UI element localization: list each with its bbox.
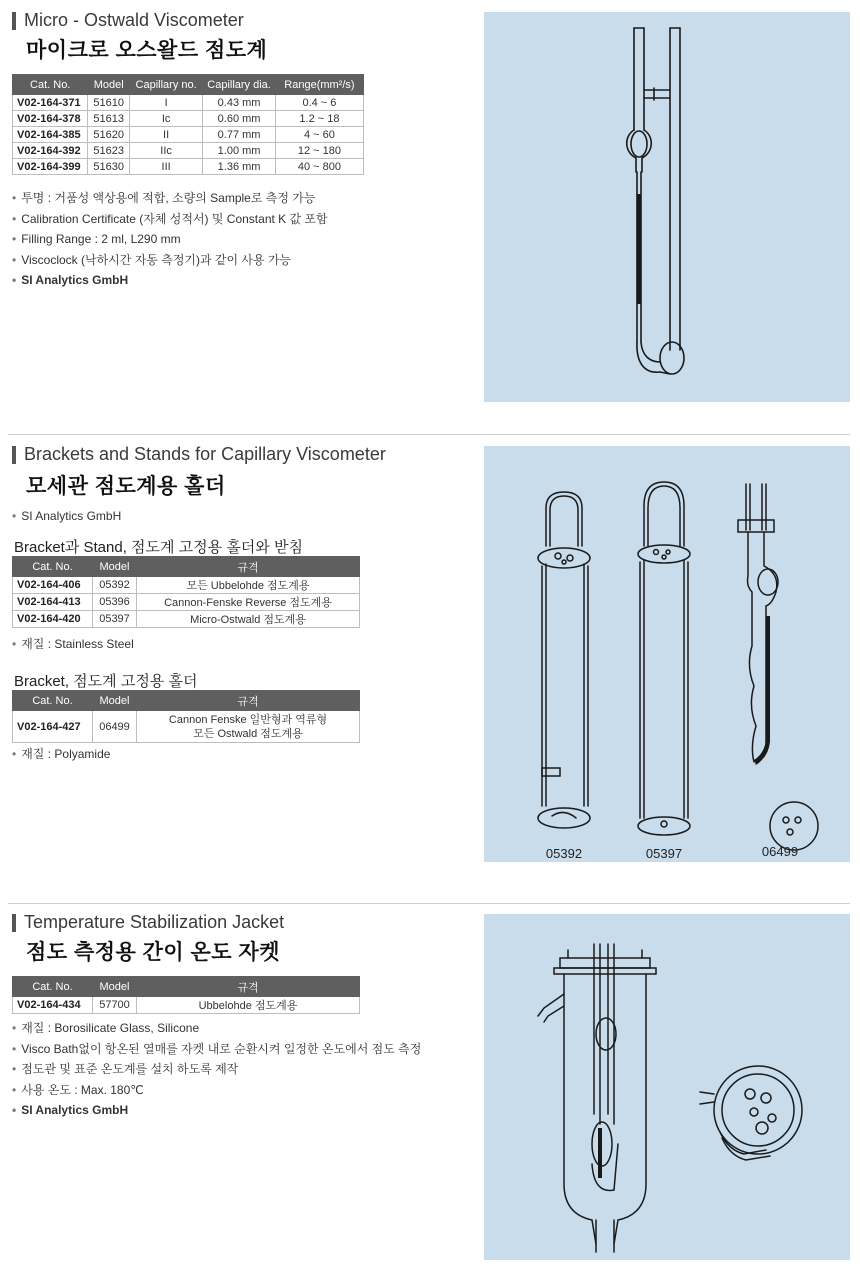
spec-table-bracket-stand — [12, 556, 360, 628]
cell-model: 51623 — [88, 143, 130, 159]
jacket-body-right — [614, 974, 646, 1244]
manufacturer-item: • SI Analytics GmbH — [12, 506, 121, 527]
section-title-ko: 모세관 점도계용 홀더 — [26, 475, 226, 498]
material-note-list — [12, 744, 110, 765]
list-item: • 재질 : Borosilicate Glass, Silicone — [12, 1018, 421, 1039]
stand-05397-top-plate — [638, 545, 690, 563]
cell-cat-no: V02-164-378 — [13, 111, 88, 127]
table-row — [13, 997, 360, 1014]
section-micro-ostwald — [0, 0, 860, 420]
stand-05397-loop — [644, 482, 684, 546]
table-header-row — [13, 75, 364, 95]
cell-capillary-dia: 0.77 mm — [203, 127, 276, 143]
spec-table-micro-ostwald — [12, 74, 364, 175]
jacket-body-left — [564, 974, 596, 1244]
cell-cat-no: V02-164-427 — [13, 711, 93, 743]
product-image-panel — [484, 914, 850, 1260]
cell-range: 0.4 ~ 6 — [275, 95, 363, 111]
cell-cat-no: V02-164-392 — [13, 143, 88, 159]
table-header-row — [13, 557, 360, 577]
cell-range: 12 ~ 180 — [275, 143, 363, 159]
manufacturer-list — [12, 506, 121, 527]
section-temperature-jacket — [0, 900, 860, 1268]
feature-list — [12, 188, 328, 291]
list-item: • Filling Range : 2 ml, L290 mm — [12, 229, 328, 250]
stand-05397-base — [638, 817, 690, 835]
cell-model: 05396 — [93, 594, 137, 611]
subsection-title-bracket: Bracket, 점도계 고정용 홀더 — [14, 673, 198, 690]
col-spec: 규격 — [137, 691, 360, 711]
label-06499: 06499 — [761, 844, 799, 859]
col-cat-no: Cat. No. — [13, 977, 93, 997]
cell-model: 05397 — [93, 611, 137, 628]
manufacturer-item: • SI Analytics GmbH — [12, 270, 328, 291]
spec-line: 모든 Ostwald 점도계용 — [193, 727, 303, 740]
table-row — [13, 577, 360, 594]
col-model: Model — [88, 75, 130, 95]
list-item: • 재질 : Polyamide — [12, 744, 110, 765]
col-model: Model — [93, 977, 137, 997]
col-capillary-dia: Capillary dia. — [203, 75, 276, 95]
brackets-stands-illustration — [484, 446, 850, 862]
cell-spec: Cannon-Fenske Reverse 점도계용 — [137, 594, 360, 611]
section-title-en — [12, 912, 284, 933]
temperature-jacket-illustration — [484, 914, 850, 1260]
cell-model: 51610 — [88, 95, 130, 111]
col-model: Model — [93, 691, 137, 711]
table-row — [13, 127, 364, 143]
jacket-inlet — [538, 994, 564, 1016]
table-row — [13, 111, 364, 127]
list-item: • 점도관 및 표준 온도계를 설치 하도록 제작 — [12, 1059, 421, 1080]
list-item: • Visco Bath없이 항온된 열매를 자켓 내로 순환시켜 일정한 온도에서 점도 측정 — [12, 1039, 421, 1060]
cell-spec — [137, 711, 360, 743]
subsection-title-bracket-stand: Bracket과 Stand, 점도계 고정용 홀더와 받침 — [14, 539, 303, 556]
col-spec: 규격 — [137, 977, 360, 997]
holder-06499-clamp — [738, 520, 774, 532]
spec-table-bracket — [12, 690, 360, 743]
list-item: • Calibration Certificate (자체 성적서) 및 Constant K 값 포함 — [12, 209, 328, 230]
cell-cat-no: V02-164-399 — [13, 159, 88, 175]
cell-capillary-no: Ic — [129, 111, 202, 127]
title-en-text: Temperature Stabilization Jacket — [24, 912, 285, 932]
bracket-05392-loop — [546, 492, 582, 546]
cell-capillary-no: IIc — [129, 143, 202, 159]
section-brackets-stands — [0, 430, 860, 870]
list-item: • Viscoclock (낙하시간 자동 측정기)과 같이 사용 가능 — [12, 250, 328, 271]
cell-model: 06499 — [93, 711, 137, 743]
col-cat-no: Cat. No. — [13, 75, 88, 95]
col-spec: 규격 — [137, 557, 360, 577]
col-range: Range(mm²/s) — [275, 75, 363, 95]
title-en-text: Brackets and Stands for Capillary Viscometer — [24, 444, 386, 464]
feature-list — [12, 1018, 421, 1121]
table-row — [13, 159, 364, 175]
bracket-05392-clip — [542, 768, 560, 776]
cell-capillary-no: I — [129, 95, 202, 111]
table-header-row — [13, 977, 360, 997]
holder-06499-tube-fill — [754, 616, 770, 764]
cell-model: 05392 — [93, 577, 137, 594]
cell-range: 4 ~ 60 — [275, 127, 363, 143]
spec-table-jacket — [12, 976, 360, 1014]
list-item: • 투명 : 거품성 액상용에 적합, 소량의 Sample로 측정 가능 — [12, 188, 328, 209]
product-image-panel — [484, 446, 850, 862]
title-bar-marker — [12, 914, 16, 932]
title-bar-marker — [12, 446, 16, 464]
holder-06499-top-view — [770, 802, 818, 850]
micro-ostwald-viscometer-illustration — [484, 12, 850, 402]
cell-cat-no: V02-164-420 — [13, 611, 93, 628]
cell-capillary-dia: 0.43 mm — [203, 95, 276, 111]
capillary-fill — [637, 194, 641, 304]
cell-model: 51613 — [88, 111, 130, 127]
material-note-list — [12, 634, 134, 655]
label-05397: 05397 — [645, 846, 683, 861]
section-title-ko: 점도 측정용 간이 온도 자켓 — [26, 941, 280, 964]
cell-model: 51630 — [88, 159, 130, 175]
section-title-en — [12, 10, 244, 31]
bracket-05392-base — [538, 808, 590, 828]
label-05392: 05392 — [545, 846, 583, 861]
cell-capillary-no: II — [129, 127, 202, 143]
cell-spec: Ubbelohde 점도계용 — [137, 997, 360, 1014]
col-cat-no: Cat. No. — [13, 691, 93, 711]
title-en-text: Micro - Ostwald Viscometer — [24, 10, 244, 30]
cell-model: 51620 — [88, 127, 130, 143]
cell-cat-no: V02-164-434 — [13, 997, 93, 1014]
cell-capillary-dia: 1.00 mm — [203, 143, 276, 159]
cell-capillary-no: III — [129, 159, 202, 175]
section-title-ko: 마이크로 오스왈드 점도계 — [26, 39, 268, 62]
jacket-top-flange — [560, 958, 650, 968]
table-header-row — [13, 691, 360, 711]
cell-cat-no: V02-164-371 — [13, 95, 88, 111]
table-row — [13, 711, 360, 743]
spec-line: Cannon Fenske 일반형과 역류형 — [168, 713, 328, 726]
cell-cat-no: V02-164-406 — [13, 577, 93, 594]
table-row — [13, 143, 364, 159]
cell-spec: 모든 Ubbelohde 점도계용 — [137, 577, 360, 594]
cell-capillary-dia: 0.60 mm — [203, 111, 276, 127]
col-cat-no: Cat. No. — [13, 557, 93, 577]
cell-range: 1.2 ~ 18 — [275, 111, 363, 127]
col-model: Model — [93, 557, 137, 577]
table-row — [13, 594, 360, 611]
cell-range: 40 ~ 800 — [275, 159, 363, 175]
manufacturer-item: • SI Analytics GmbH — [12, 1100, 421, 1121]
cell-spec: Micro-Ostwald 점도계용 — [137, 611, 360, 628]
cell-cat-no: V02-164-385 — [13, 127, 88, 143]
section-title-en — [12, 444, 386, 465]
list-item: • 사용 온도 : Max. 180℃ — [12, 1080, 421, 1101]
table-row — [13, 95, 364, 111]
inner-tube-fill — [598, 1128, 602, 1178]
col-capillary-no: Capillary no. — [129, 75, 202, 95]
cell-model: 57700 — [93, 997, 137, 1014]
list-item: • 재질 : Stainless Steel — [12, 634, 134, 655]
product-image-panel — [484, 12, 850, 402]
cell-capillary-dia: 1.36 mm — [203, 159, 276, 175]
table-row — [13, 611, 360, 628]
title-bar-marker — [12, 12, 16, 30]
cell-cat-no: V02-164-413 — [13, 594, 93, 611]
